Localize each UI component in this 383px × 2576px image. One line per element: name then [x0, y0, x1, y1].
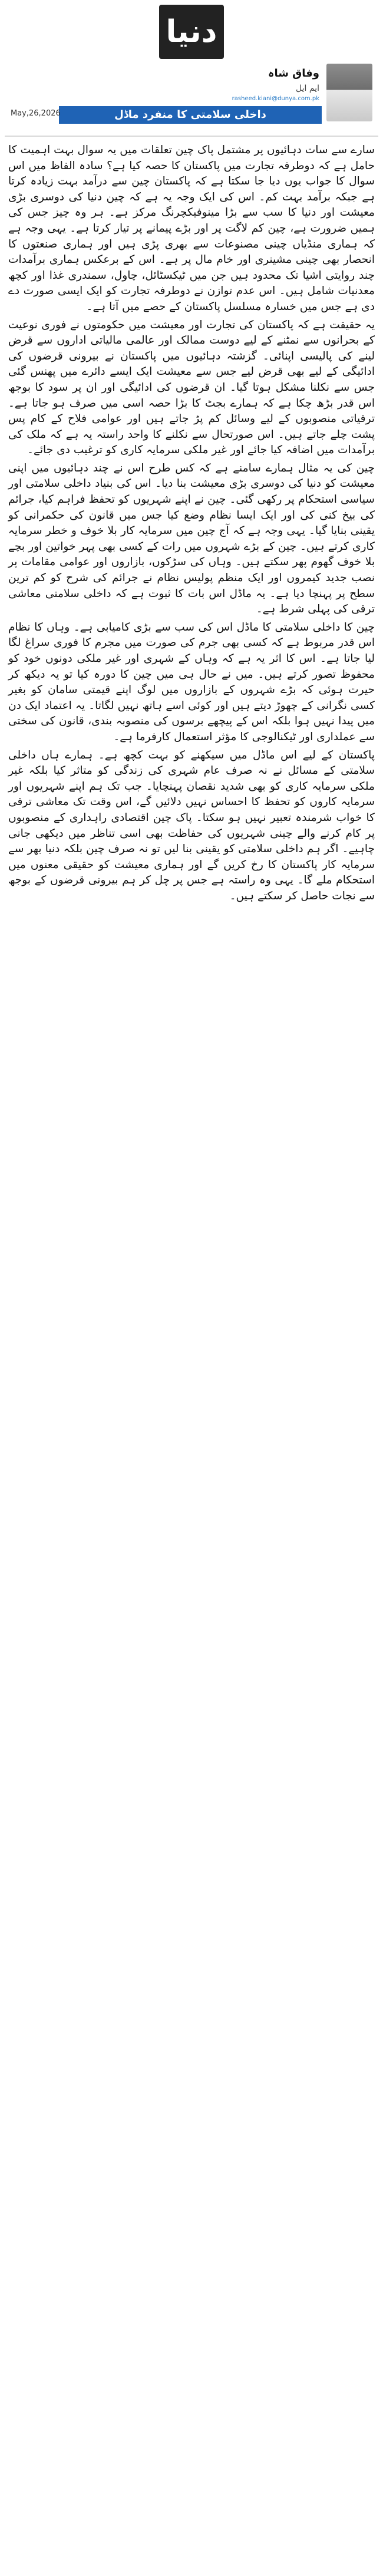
article-title: داخلی سلامتی کا منفرد ماڈل	[59, 106, 322, 124]
page	[0, 0, 383, 905]
publish-date: May,26,2026	[11, 109, 61, 118]
masthead	[0, 0, 383, 59]
author-photo	[326, 64, 372, 121]
article-paragraph: سارے سے سات دہائیوں پر مشتمل پاک چین تعلقات میں یہ سوال بہت اہمیت کا حامل ہے کہ دوطرفہ تجارت میں پاکستان کا حصہ کیا ہے؟ سادہ الفاظ میں اس سوال کا جواب یوں دیا جا سکتا ہے کہ پاکستان چین سے درآمد بہت زیادہ کرتا ہے جبکہ برآمد بہت کم۔ اس کی ایک وجہ یہ ہے کہ چین دنیا کی دوسری بڑی معیشت اور دنیا کا سب سے بڑا مینوفیکچرنگ مرکز ہے۔ ہر وہ چیز جس کی ہمیں ضرورت ہے، چین کم لاگت پر اور بڑے پیمانے پر تیار کرتا ہے۔ یہی وجہ ہے کہ ہماری منڈیاں چینی مصنوعات سے بھری پڑی ہیں اور ہماری صنعتوں کا انحصار بھی چینی مشینری اور خام مال پر ہے۔ اس کے برعکس ہماری برآمدات چند روایتی اشیا تک محدود ہیں جن میں ٹیکسٹائل، چاول، سمندری غذا اور کچھ معدنیات شامل ہیں۔ اس عدم توازن نے دوطرفہ تجارت کو ایک ایسی صورت دے دی ہے جس میں خسارہ مسلسل پاکستان کے حصے میں آتا ہے۔	[8, 144, 375, 313]
article-paragraph: پاکستان کے لیے اس ماڈل میں سیکھنے کو بہت کچھ ہے۔ ہمارے ہاں داخلی سلامتی کے مسائل نے نہ صرف عام شہری کی زندگی کو متاثر کیا بلکہ غیر ملکی سرمایہ کاری کو بھی شدید نقصان پہنچایا۔ جب تک ہم اپنے شہریوں اور سرمایہ کاروں کو تحفظ کا احساس نہیں دلائیں گے، اس وقت تک معاشی ترقی کا خواب شرمندہ تعبیر نہیں ہو سکتا۔ پاک چین اقتصادی راہداری کے منصوبوں پر کام کرنے والے چینی شہریوں کی حفاظت بھی اسی تناظر میں دیکھی جانی چاہیے۔ اگر ہم داخلی سلامتی کو یقینی بنا لیں تو نہ صرف چین بلکہ دنیا بھر سے سرمایہ کار پاکستان کا رخ کریں گے اور ہماری معیشت کو حقیقی معنوں میں استحکام ملے گا۔ یہی وہ راستہ ہے جس پر چل کر ہم بیرونی قرضوں کے بوجھ سے نجات حاصل کر سکتے ہیں۔	[8, 748, 375, 902]
article-paragraph: چین کی یہ مثال ہمارے سامنے ہے کہ کس طرح اس نے چند دہائیوں میں اپنی معیشت کو دنیا کی دوسری بڑی معیشت بنا دیا۔ اس کی بنیاد داخلی سلامتی اور سیاسی استحکام پر رکھی گئی۔ چین نے اپنے شہریوں کو تحفظ فراہم کیا، جرائم کی بیخ کنی کی اور ایک ایسا نظام وضع کیا جس میں قانون کی حکمرانی کو یقینی بنایا گیا۔ یہی وجہ ہے کہ آج چین میں سرمایہ کار بلا خوف و خطر سرمایہ کاری کرتے ہیں۔ چین کے بڑے شہروں میں رات کے کسی بھی پہر خواتین اور بچے بلا خوف گھوم پھر سکتے ہیں۔ وہاں کی سڑکوں، بازاروں اور عوامی مقامات پر نصب جدید کیمروں اور ایک منظم پولیس نظام نے جرائم کی شرح کو کم ترین سطح پر پہنچا دیا ہے۔ یہ ماڈل اس بات کا ثبوت ہے کہ داخلی سلامتی معاشی ترقی کی پہلی شرط ہے۔	[8, 461, 375, 616]
article-paragraph: یہ حقیقت ہے کہ پاکستان کی تجارت اور معیشت میں حکومتوں نے فوری نوعیت کے بحرانوں سے نمٹنے کے لیے دوست ممالک اور عالمی مالیاتی اداروں سے قرض لینے کی پالیسی اپنائی۔ گزشتہ دہائیوں میں پاکستان نے بیرونی قرضوں کی ادائیگی کے لیے بھی قرض لیے جس سے معیشت ایک ایسے دائرے میں پھنس گئی جس سے نکلنا مشکل ہوتا گیا۔ ان قرضوں کی ادائیگی اور ان پر سود کا بوجھ اس قدر بڑھ چکا ہے کہ ہمارے بجٹ کا بڑا حصہ اسی میں صرف ہو جاتا ہے۔ ترقیاتی منصوبوں کے لیے وسائل کم پڑ جاتے ہیں اور عوامی فلاح کے کام پس پشت چلے جاتے ہیں۔ اس صورتحال سے نکلنے کا واحد راستہ یہ ہے کہ ملک کی برآمدات میں اضافہ کیا جائے اور غیر ملکی سرمایہ کاری کو ترغیب دی جائے۔	[8, 318, 375, 457]
article-body	[0, 137, 383, 905]
article-header	[5, 59, 378, 137]
article-paragraph: چین کا داخلی سلامتی کا ماڈل اس کی سب سے بڑی کامیابی ہے۔ وہاں کا نظام اس قدر مربوط ہے کہ کسی بھی جرم کی صورت میں مجرم کا فوری سراغ لگا لیا جاتا ہے۔ اس کا اثر یہ ہے کہ وہاں کے شہری اور غیر ملکی دونوں خود کو محفوظ تصور کرتے ہیں۔ میں نے حال ہی میں چین کا دورہ کیا تو یہ دیکھ کر حیرت ہوئی کہ بڑے شہروں کے بازاروں میں لوگ اپنے قیمتی سامان کو بغیر کسی نگرانی کے چھوڑ دیتے ہیں اور کوئی اسے ہاتھ نہیں لگاتا۔ یہ اعتماد ایک دن میں پیدا نہیں ہوا بلکہ اس کے پیچھے برسوں کی منصوبہ بندی، قانون کی سختی سے عملداری اور ٹیکنالوجی کا مؤثر استعمال کارفرما ہے۔	[8, 621, 375, 743]
author-email[interactable]: rasheed.kiani@dunya.com.pk	[232, 95, 319, 102]
author-role: ایم ایل	[296, 84, 319, 93]
newspaper-logo[interactable]: دنیا	[159, 5, 224, 59]
author-name: وفاق شاہ	[268, 67, 319, 80]
